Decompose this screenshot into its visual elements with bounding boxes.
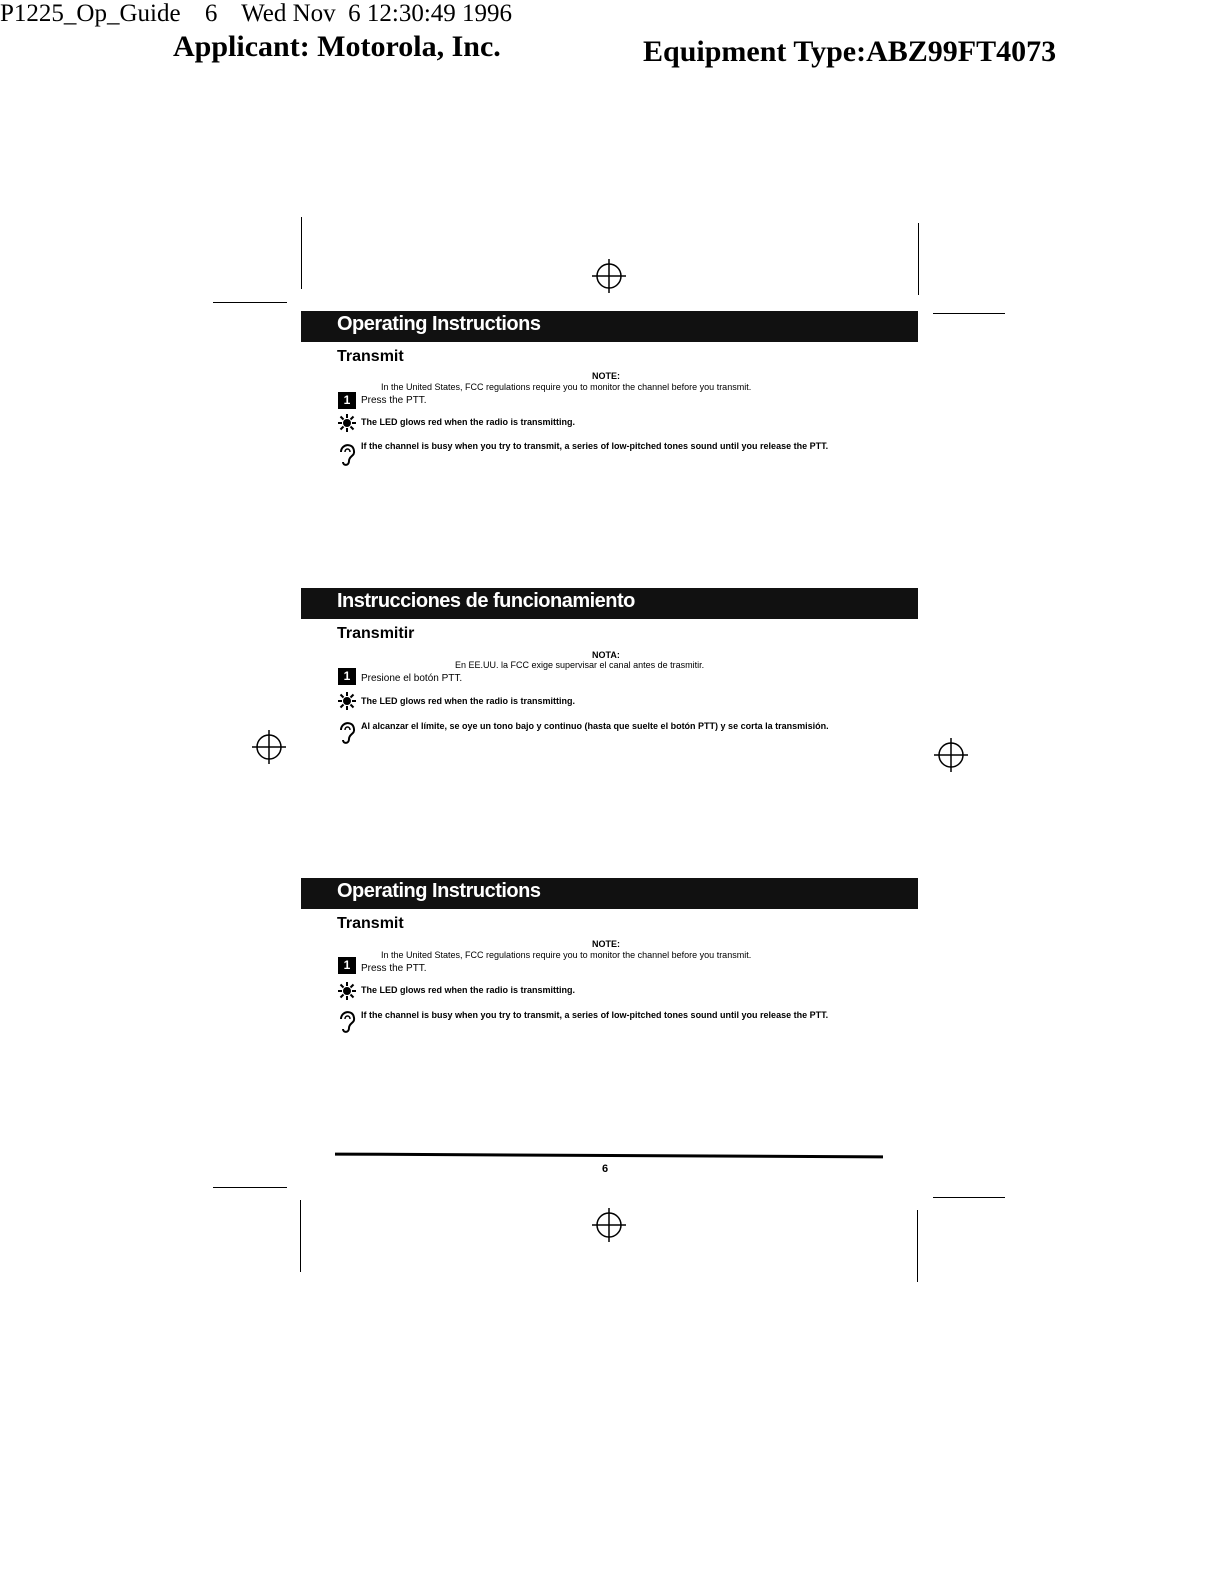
ear-icon	[337, 718, 357, 746]
led-sun-icon	[337, 981, 357, 1001]
step-text: Presione el botón PTT.	[361, 673, 463, 684]
trim-mark	[918, 223, 919, 295]
slug-date: Wed Nov 6 12:30:49 1996	[241, 0, 513, 27]
trim-mark	[213, 302, 287, 303]
note-label: NOTE:	[592, 939, 620, 949]
ear-text: Al alcanzar el límite, se oye un tono bajo y continuo (hasta que suelte el botón PTT) y se corta la transmisión.	[361, 721, 829, 731]
section-subtitle: Transmit	[337, 348, 404, 365]
section-title: Operating Instructions	[337, 313, 541, 335]
section-band	[301, 311, 918, 342]
note-text: En EE.UU. la FCC exige supervisar el canal antes de trasmitir.	[455, 660, 705, 670]
slug-page: 6	[204, 0, 218, 27]
note-label: NOTA:	[592, 650, 620, 660]
note-label: NOTE:	[592, 371, 620, 381]
ear-text: If the channel is busy when you try to transmit, a series of low-pitched tones sound until you release the PTT.	[361, 441, 829, 451]
trim-mark	[933, 313, 1005, 314]
note-text: In the United States, FCC regulations require you to monitor the channel before you transmit.	[381, 950, 752, 960]
step-number-badge: 1	[338, 392, 356, 409]
led-text: The LED glows red when the radio is transmitting.	[361, 696, 576, 706]
registration-mark-icon	[251, 729, 287, 765]
section-subtitle: Transmitir	[337, 625, 415, 642]
print-slug	[0, 0, 1224, 28]
section-title: Operating Instructions	[337, 880, 541, 902]
step-text: Press the PTT.	[361, 395, 427, 406]
equipment-type-heading: Equipment Type:ABZ99FT4073	[643, 35, 1057, 68]
trim-mark	[933, 1197, 1005, 1198]
led-sun-icon	[337, 691, 357, 711]
registration-mark-icon	[591, 1207, 627, 1243]
ear-text: If the channel is busy when you try to transmit, a series of low-pitched tones sound until you release the PTT.	[361, 1010, 829, 1020]
slug-filename: P1225_Op_Guide	[0, 0, 181, 27]
step-text: Press the PTT.	[361, 963, 427, 974]
registration-mark-icon	[591, 258, 627, 294]
note-text: In the United States, FCC regulations require you to monitor the channel before you transmit.	[381, 382, 752, 392]
page-number: 6	[602, 1163, 609, 1175]
section-band	[301, 588, 918, 619]
trim-mark	[301, 217, 302, 289]
section-band	[301, 878, 918, 909]
registration-mark-icon	[933, 737, 969, 773]
trim-mark	[213, 1187, 287, 1188]
led-text: The LED glows red when the radio is transmitting.	[361, 985, 576, 995]
applicant-heading: Applicant: Motorola, Inc.	[173, 30, 501, 63]
trim-mark	[917, 1210, 918, 1282]
step-number-badge: 1	[338, 668, 356, 685]
trim-mark	[300, 1200, 301, 1272]
led-sun-icon	[337, 413, 357, 433]
step-number-badge: 1	[338, 957, 356, 974]
led-text: The LED glows red when the radio is transmitting.	[361, 417, 576, 427]
ear-icon	[337, 440, 357, 468]
footer-rule	[335, 1153, 883, 1159]
section-title: Instrucciones de funcionamiento	[337, 590, 635, 612]
section-subtitle: Transmit	[337, 915, 404, 932]
ear-icon	[337, 1007, 357, 1035]
